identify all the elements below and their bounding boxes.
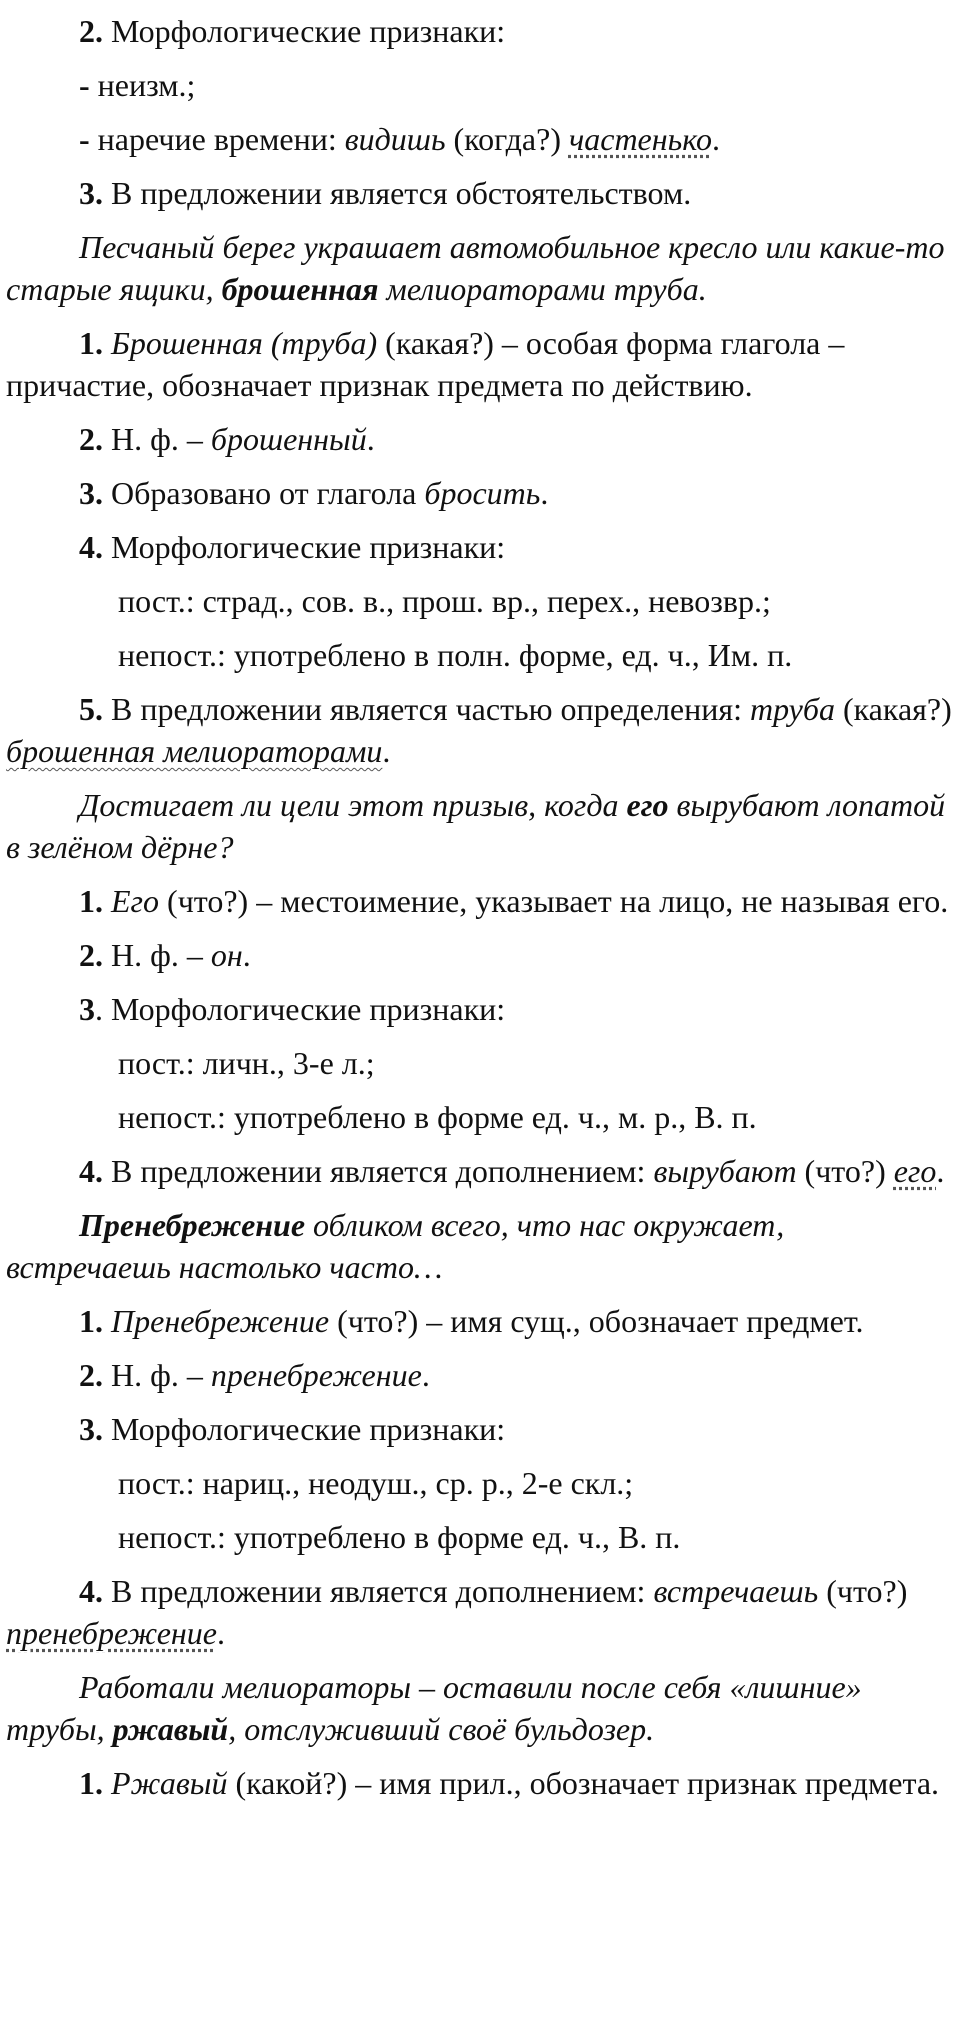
item-text: . Морфологические признаки: [95,991,506,1027]
question: (что?) [818,1573,908,1609]
italic-word: встречаешь [653,1573,819,1609]
item-number: 2. [79,937,103,973]
k-item-3-variable: непост.: употреблено в форме ед. ч., В. п. [118,1519,681,1555]
item-text: неизм.; [89,67,196,103]
feature-adverb-time [6,118,954,160]
list-dash: - [79,121,90,157]
period: . [711,121,720,157]
italic-word: вырубают [653,1153,797,1189]
italic-word: видишь [344,121,446,157]
underlined-word: его [893,1153,937,1189]
item-text: (какая?) – особая форма глагола – причастие, обозначает признак предмета по действию. [6,325,845,403]
item-text: (что?) – имя сущ., обозначает предмет. [329,1303,864,1339]
item-3-role [6,172,954,214]
r-item-1 [6,1762,954,1804]
sentence-text: обликом всего, что нас окружает, встречаешь настолько часто… [6,1207,785,1285]
underlined-word: брошенная мелиораторами [6,733,383,769]
target-word: его [626,787,669,823]
period: . [216,1615,225,1651]
item-text: Образовано от глагола [103,475,425,511]
space [103,1303,111,1339]
period: . [366,421,375,457]
item-number: 5. [79,691,103,727]
sentence-text: вырубают лопатой в зелёном дёрне? [6,787,946,865]
n-item-4 [6,1150,954,1192]
item-text: Н. ф. – [103,1357,211,1393]
n-item-3 [6,988,954,1030]
list-dash: - [79,67,90,103]
m-item-2 [6,418,954,460]
italic-word: бросить [424,475,541,511]
question: (что?) [796,1153,894,1189]
item-number: 1. [79,1303,103,1339]
n-item-2 [6,934,954,976]
item-text: В предложении является обстоятельством. [103,175,692,211]
item-number: 1. [79,1765,103,1801]
item-number: 3 [79,991,95,1027]
period: . [421,1357,430,1393]
italic-word: он [210,937,243,973]
target-word: ржавый [112,1711,229,1747]
item-text: (какой?) – имя прил., обозначает признак предмета. [227,1765,940,1801]
item-text: наречие времени: [89,121,345,157]
item-text: Морфологические признаки: [103,529,506,565]
italic-word: брошенный [210,421,367,457]
item-number: 1. [79,325,103,361]
item-text: В предложении является дополнением: [103,1573,654,1609]
sentence-2 [6,784,954,868]
item-number: 1. [79,883,103,919]
space [103,1765,111,1801]
target-word: Пренебрежение [79,1207,306,1243]
item-number: 4. [79,1153,103,1189]
feature-invariable [6,64,954,106]
item-2-morph [6,10,954,52]
italic-word: Ржавый [111,1765,228,1801]
sentence-text: Достигает ли цели этот призыв, когда [79,787,627,823]
question: (когда?) [445,121,569,157]
m-item-4-constant: пост.: страд., сов. в., прош. вр., перех., невозвр.; [118,583,771,619]
sentence-text: мелиораторами труба. [378,271,707,307]
item-text: В предложении является дополнением: [103,1153,654,1189]
item-number: 3. [79,1411,103,1447]
item-number: 2. [79,1357,103,1393]
underlined-word: частенько [568,121,712,157]
item-number: 4. [79,1573,103,1609]
sentence-1 [6,226,954,310]
k-item-3 [6,1408,954,1450]
item-text: В предложении является частью определения: [103,691,750,727]
m-item-4 [6,526,954,568]
item-text: (что?) – местоимение, указывает на лицо, не называя его. [159,883,949,919]
italic-word: труба [749,691,835,727]
question: (какая?) [834,691,952,727]
item-text: Н. ф. – [103,421,211,457]
target-word: брошенная [221,271,379,307]
period: . [540,475,549,511]
m-item-5 [6,688,954,772]
m-item-3 [6,472,954,514]
sentence-4 [6,1666,954,1750]
sentence-3 [6,1204,954,1288]
sentence-text: Работали мелиораторы – оставили после себя «лишние» трубы, [6,1669,862,1747]
italic-word: Брошенная (труба) [111,325,378,361]
space [103,325,111,361]
k-item-1 [6,1300,954,1342]
period: . [242,937,251,973]
n-item-3-variable: непост.: употреблено в форме ед. ч., м. р., В. п. [118,1099,757,1135]
m-item-1 [6,322,954,406]
k-item-2 [6,1354,954,1396]
item-text: Н. ф. – [103,937,211,973]
underlined-word: пренебрежение [6,1615,217,1651]
italic-word: пренебрежение [210,1357,422,1393]
item-number: 2. [79,421,103,457]
n-item-1 [6,880,954,922]
italic-word: Его [111,883,160,919]
n-item-3-constant: пост.: личн., 3-е л.; [118,1045,375,1081]
k-item-3-constant: пост.: нариц., неодуш., ср. р., 2-е скл.; [118,1465,634,1501]
period: . [382,733,391,769]
item-text: Морфологические признаки: [103,13,506,49]
m-item-4-variable: непост.: употреблено в полн. форме, ед. ч., Им. п. [118,637,793,673]
item-number: 3. [79,475,103,511]
item-text: Морфологические признаки: [103,1411,506,1447]
period: . [936,1153,945,1189]
k-item-4 [6,1570,954,1654]
item-number: 4. [79,529,103,565]
item-number: 2. [79,13,103,49]
sentence-text: , отслуживший своё бульдозер. [228,1711,655,1747]
sentence-text: Песчаный берег украшает автомобильное кресло или какие-то старые ящики, [6,229,945,307]
item-number: 3. [79,175,103,211]
italic-word: Пренебрежение [111,1303,330,1339]
space [103,883,111,919]
